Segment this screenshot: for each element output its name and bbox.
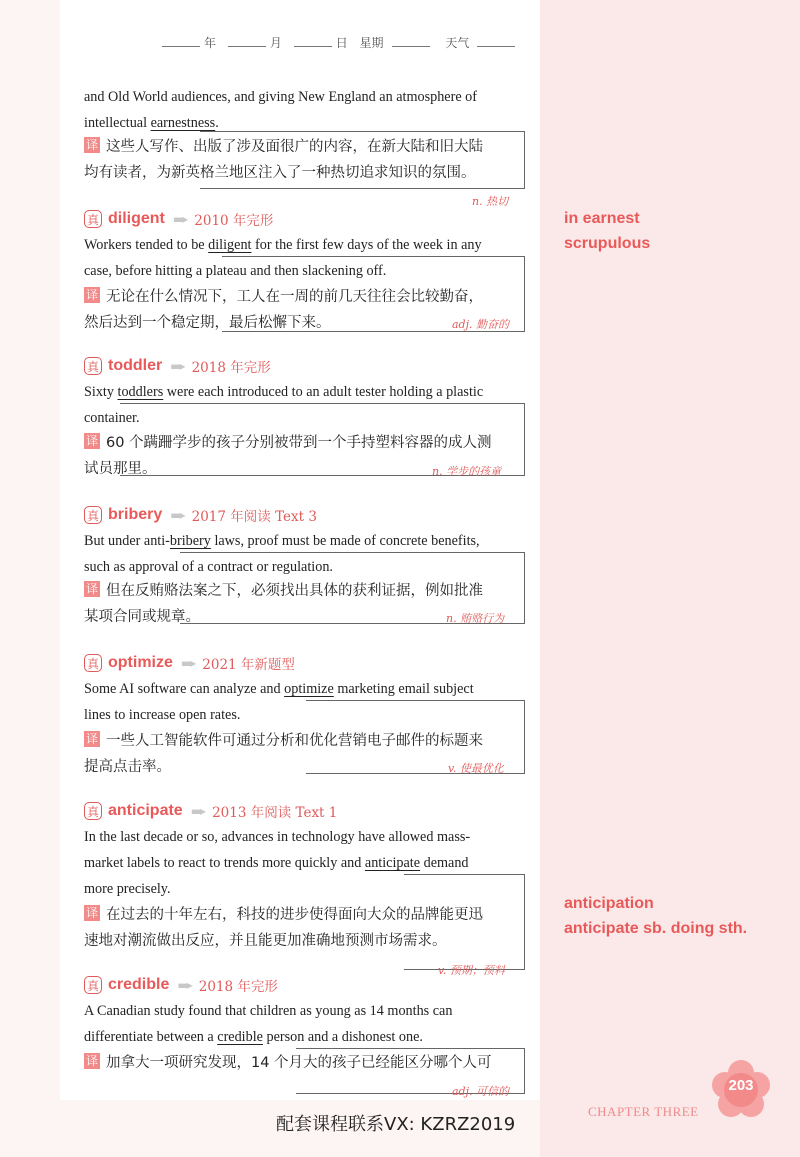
- headword-anticipate: [84, 800, 337, 822]
- headword-text: anticipate: [108, 802, 183, 819]
- part-of-speech: n. 学步的孩童: [432, 465, 502, 478]
- example-en-line2: differentiate between a credible person and a dishonest one.: [84, 1029, 423, 1045]
- headword-toddler: [84, 355, 271, 377]
- month-blank: [228, 36, 266, 47]
- example-en-line1: Some AI software can analyze and optimize marketing email subject: [84, 681, 474, 697]
- exam-mark-icon: 真: [84, 357, 102, 375]
- page-number: 203: [728, 1077, 754, 1094]
- keyword: anticipate: [364, 855, 421, 871]
- keyword: earnestness: [150, 115, 216, 131]
- weather-label: 天气: [445, 36, 470, 50]
- headword-credible: [84, 974, 278, 996]
- arrow-icon: ▬▸: [172, 212, 187, 226]
- translation-line2: 试员那里。: [84, 461, 157, 477]
- source-label: 2010 年完形: [194, 213, 274, 229]
- part-of-speech: n. 贿赂行为: [446, 612, 505, 625]
- translation-line1: 译 加拿大一项研究发现，14 个月大的孩子已经能区分哪个人可: [85, 1054, 492, 1071]
- keyword: diligent: [208, 237, 252, 253]
- example-en-line3: more precisely.: [84, 881, 171, 897]
- exam-mark-icon: 真: [84, 506, 102, 524]
- bracket: [200, 131, 525, 189]
- month-label: 月: [269, 36, 282, 50]
- arrow-icon: ▬▸: [190, 804, 205, 818]
- keyword: optimize: [284, 681, 334, 697]
- example-en-line1: Sixty toddlers were each introduced to an adult tester holding a plastic: [84, 384, 484, 400]
- intro-en-line1: and Old World audiences, and giving New England an atmosphere of: [84, 89, 477, 105]
- source-label: 2013 年阅读 Text 1: [212, 805, 338, 821]
- arrow-icon: ▬▸: [177, 978, 191, 992]
- weekday-label: 星期: [359, 36, 384, 50]
- keyword: bribery: [169, 533, 211, 549]
- day-label: 日: [335, 36, 348, 50]
- related-word: scrupulous: [564, 235, 651, 252]
- year-blank: [162, 36, 200, 47]
- keyword: credible: [217, 1029, 263, 1045]
- translation-line1: 译 无论在什么情况下，工人在一周的前几天往往会比较勤奋，: [85, 288, 483, 305]
- translation-line2: 提高点击率。: [84, 759, 171, 775]
- arrow-icon: ▬▸: [170, 359, 184, 373]
- translation-mark: 译: [85, 1054, 98, 1068]
- headword-optimize: [84, 652, 295, 674]
- translation-line1: 译 60 个蹒跚学步的孩子分别被带到一个手持塑料容器的成人测: [85, 434, 492, 451]
- example-en-line1: Workers tended to be diligent for the first few days of the week in any: [84, 237, 482, 253]
- keyword: toddlers: [117, 384, 164, 400]
- exam-mark-icon: 真: [84, 976, 102, 994]
- chapter-label: CHAPTER THREE: [588, 1104, 699, 1119]
- exam-mark-icon: 真: [84, 210, 102, 228]
- translation-mark: 译: [85, 906, 98, 920]
- intro-en-line2: intellectual earnestness.: [84, 115, 219, 131]
- translation-mark: 译: [85, 732, 98, 746]
- related-word: in earnest: [564, 210, 640, 227]
- example-en-line2: case, before hitting a plateau and then slackening off.: [84, 263, 387, 279]
- source-label: 2021 年新题型: [202, 657, 295, 673]
- margin-column: [540, 0, 800, 1157]
- headword-text: optimize: [108, 654, 173, 671]
- headword-bribery: [84, 504, 317, 526]
- example-en-line1: A Canadian study found that children as young as 14 months can: [84, 1003, 453, 1019]
- related-word: anticipation: [564, 895, 654, 912]
- example-en-line2: container.: [84, 410, 140, 426]
- source-label: 2017 年阅读 Text 3: [191, 509, 317, 525]
- example-en-line2: such as approval of a contract or regulation.: [84, 559, 333, 575]
- headword-text: toddler: [108, 357, 163, 374]
- part-of-speech: adj. 可信的: [452, 1085, 510, 1098]
- intro-zh-line2: 均有读者，为新英格兰地区注入了一种热切追求知识的氛围。: [84, 165, 476, 181]
- translation-line1: 译 在过去的十年左右，科技的进步使得面向大众的品牌能更迅: [85, 906, 483, 923]
- weather-blank: [477, 36, 515, 47]
- intro-zh-line1: 译 这些人写作、出版了涉及面很广的内容，在新大陆和旧大陆: [85, 138, 483, 155]
- example-en-line1: In the last decade or so, advances in technology have allowed mass-: [84, 829, 471, 845]
- translation-line2: 然后达到一个稳定期，最后松懈下来。: [84, 315, 331, 331]
- related-word: anticipate sb. doing sth.: [564, 920, 748, 937]
- year-label: 年: [204, 36, 217, 50]
- headword-text: credible: [108, 976, 170, 993]
- translation-mark: 译: [85, 288, 98, 302]
- headword-text: diligent: [108, 210, 165, 227]
- weekday-blank: [392, 36, 430, 47]
- part-of-speech: n. 热切: [472, 195, 509, 208]
- example-en-line2: lines to increase open rates.: [84, 707, 241, 723]
- footer-promo-text: 配套课程联系VX: KZRZ2019: [276, 1114, 516, 1135]
- exam-mark-icon: 真: [84, 802, 102, 820]
- headword-diligent: [84, 208, 273, 230]
- source-label: 2018 年完形: [198, 979, 278, 995]
- translation-mark: 译: [85, 582, 98, 596]
- example-en-line1: But under anti-bribery laws, proof must be made of concrete benefits,: [84, 533, 480, 549]
- part-of-speech: adj. 勤奋的: [452, 318, 510, 331]
- arrow-icon: ▬▸: [170, 508, 184, 522]
- translation-mark: 译: [85, 138, 98, 152]
- translation-line1: 译 但在反贿赂法案之下，必须找出具体的获利证据，例如批准: [85, 582, 483, 599]
- headword-text: bribery: [108, 506, 163, 523]
- translation-line2: 速地对潮流做出反应，并且能更加准确地预测市场需求。: [84, 933, 447, 949]
- translation-line2: 某项合同或规章。: [84, 609, 200, 625]
- date-header: [160, 34, 517, 51]
- part-of-speech: v. 使最优化: [448, 762, 504, 775]
- arrow-icon: ▬▸: [180, 656, 195, 670]
- bracket: [404, 874, 525, 970]
- day-blank: [294, 36, 332, 47]
- translation-line1: 译 一些人工智能软件可通过分析和优化营销电子邮件的标题来: [85, 732, 483, 749]
- exam-mark-icon: 真: [84, 654, 102, 672]
- translation-mark: 译: [85, 434, 98, 448]
- example-en-line2: market labels to react to trends more quickly and anticipate demand: [84, 855, 469, 871]
- source-label: 2018 年完形: [191, 360, 271, 376]
- part-of-speech: v. 预期；预料: [438, 964, 505, 977]
